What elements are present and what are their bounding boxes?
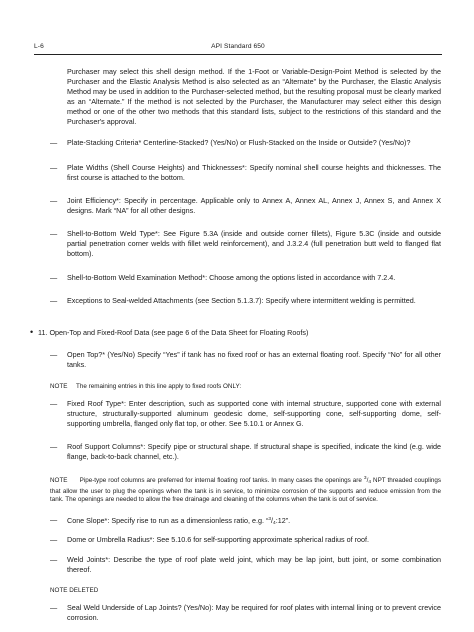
dash-marker: — (50, 350, 58, 359)
dash-marker: — (50, 229, 58, 238)
fraction-numerator: 3 (363, 476, 367, 481)
dash-marker: — (50, 399, 58, 408)
intro-paragraph: Purchaser may select this shell design method. If the 1-Foot or Variable-Design-Point Method is selected by the Purchaser and the Elastic Analysis Method is also selected as an “Alternate” by the Purchaser, the Elastic Analysis Method may be used in addition to the Purchaser-selected method, but the resulting proposal must be clearly marked as an “Alternate.” If the method is not selected by the Purchaser, the Manufacturer may select either this design method or one of the other two methods that this standard lists, subject to the restrictions of this standard and the Purchaser's approval. (67, 67, 441, 127)
note-label: NOTE (50, 477, 68, 484)
fraction-denominator: 4 (368, 480, 372, 485)
note-fixed-roofs-only: The remaining entries in this line apply to fixed roofs ONLY: (76, 383, 242, 390)
dash-marker: — (50, 196, 58, 205)
dash-marker: — (50, 515, 58, 524)
item-cone-slope: Cone Slope*: Specify rise to run as a dimensionless ratio, e.g. “$^3/_4:12$”. (67, 516, 291, 526)
section-11-heading: 11. Open-Top and Fixed-Roof Data (see page 6 of the Data Sheet for Floating Roofs) (38, 328, 309, 337)
note-text-part: Pipe-type roof columns are preferred for internal floating roof tanks. In many cases the openings are (79, 477, 362, 484)
fraction-denominator: 4 (273, 521, 276, 526)
item-plate-stacking: Plate-Stacking Criteria* Centerline-Stacked? (Yes/No) or Flush-Stacked on the Inside or Outside? (Yes/No)? (67, 138, 411, 147)
note-deleted: NOTE DELETED (50, 587, 99, 594)
item-dome-radius: Dome or Umbrella Radius*: See 5.10.6 for self-supporting approximate spherical radius of roof. (67, 535, 370, 544)
note-label: NOTE (50, 383, 68, 390)
item-fixed-roof-type: Fixed Roof Type*: Enter description, such as supported cone with internal structure, supported cone with external structure, structurally-supported aluminum geodesic dome, self-supporting cone, self-supporting dome, self-supporting umbrella, flanged only flat top, or other. See 5.10.1 or Annex G. (67, 399, 441, 429)
item-seal-weld-underside: Seal Weld Underside of Lap Joints? (Yes/No): May be required for roof plates with internal lining or to prevent crevice corrosion. (67, 603, 441, 623)
item-plate-widths: Plate Widths (Shell Course Heights) and Thicknesses*: Specify nominal shell course heights and thicknesses. The first course is attached to the bottom. (67, 163, 441, 183)
dash-marker: — (50, 273, 58, 282)
cone-slope-text: Cone Slope*: Specify rise to run as a dimensionless ratio, e.g. “ (67, 516, 269, 525)
item-open-top: Open Top?* (Yes/No) Specify “Yes” if tank has no fixed roof or has an external floating roof. Specify “No” for all other tanks. (67, 350, 441, 370)
page-number: L-6 (34, 43, 44, 50)
header-rule (34, 54, 442, 55)
item-weld-examination: Shell-to-Bottom Weld Examination Method*: Choose among the options listed in accordance with 7.2.4. (67, 273, 396, 282)
item-roof-support-columns: Roof Support Columns*: Specify pipe or structural shape. If structural shape is specified, indicate the kind (e.g. wide flange, back-to-back channel, etc.). (67, 442, 441, 462)
running-title: API Standard 650 (211, 43, 265, 50)
dash-marker: — (50, 603, 58, 612)
dash-marker: — (50, 535, 58, 544)
note-pipe-columns: NOTE Pipe-type roof columns are preferred for internal floating roof tanks. In many cases the openings are $^3/_4$ NPT threaded couplings that allow the user to plug the openings when the tank is in service, to minimize corrosion of the supports and reduce emission from the tank. The openings are needed to allow the free drainage and cleaning of the columns when the tank is out of service. (50, 476, 442, 504)
cone-slope-text: :12”. (275, 516, 291, 525)
fraction-numerator: 3 (268, 517, 272, 522)
dash-marker: — (50, 138, 58, 147)
dash-marker: — (50, 163, 58, 172)
item-shell-bottom-weld-type: Shell-to-Bottom Weld Type*: See Figure 5.3A (inside and outside corner fillets), Figure 5.3C (inside and outside partial penetration corner welds with fillet weld reinforcement), and J.3.2.4 (full penetration butt weld to flanged flat bottom). (67, 229, 441, 259)
dash-marker: — (50, 442, 58, 451)
item-seal-welded-exceptions: Exceptions to Seal-welded Attachments (see Section 5.1.3.7): Specify where intermittent welding is permitted. (67, 296, 416, 305)
dash-marker: — (50, 555, 58, 564)
bullet-marker: • (30, 327, 34, 337)
item-joint-efficiency: Joint Efficiency*: Specify in percentage. Applicable only to Annex A, Annex AL, Annex J, Annex S, and Annex X designs. Mark “NA” for all other designs. (67, 196, 441, 216)
item-weld-joints: Weld Joints*: Describe the type of roof plate weld joint, which may be lap joint, butt joint, or some combination thereof. (67, 555, 441, 575)
dash-marker: — (50, 296, 58, 305)
note-text-part: NPT threaded couplings that allow the user to plug the openings when the tank is in service, to minimize corrosion of the supports and reduce emission from the tank. The openings are needed to allow the free drainage and cleaning of the columns when the tank is out of service. (50, 477, 442, 504)
